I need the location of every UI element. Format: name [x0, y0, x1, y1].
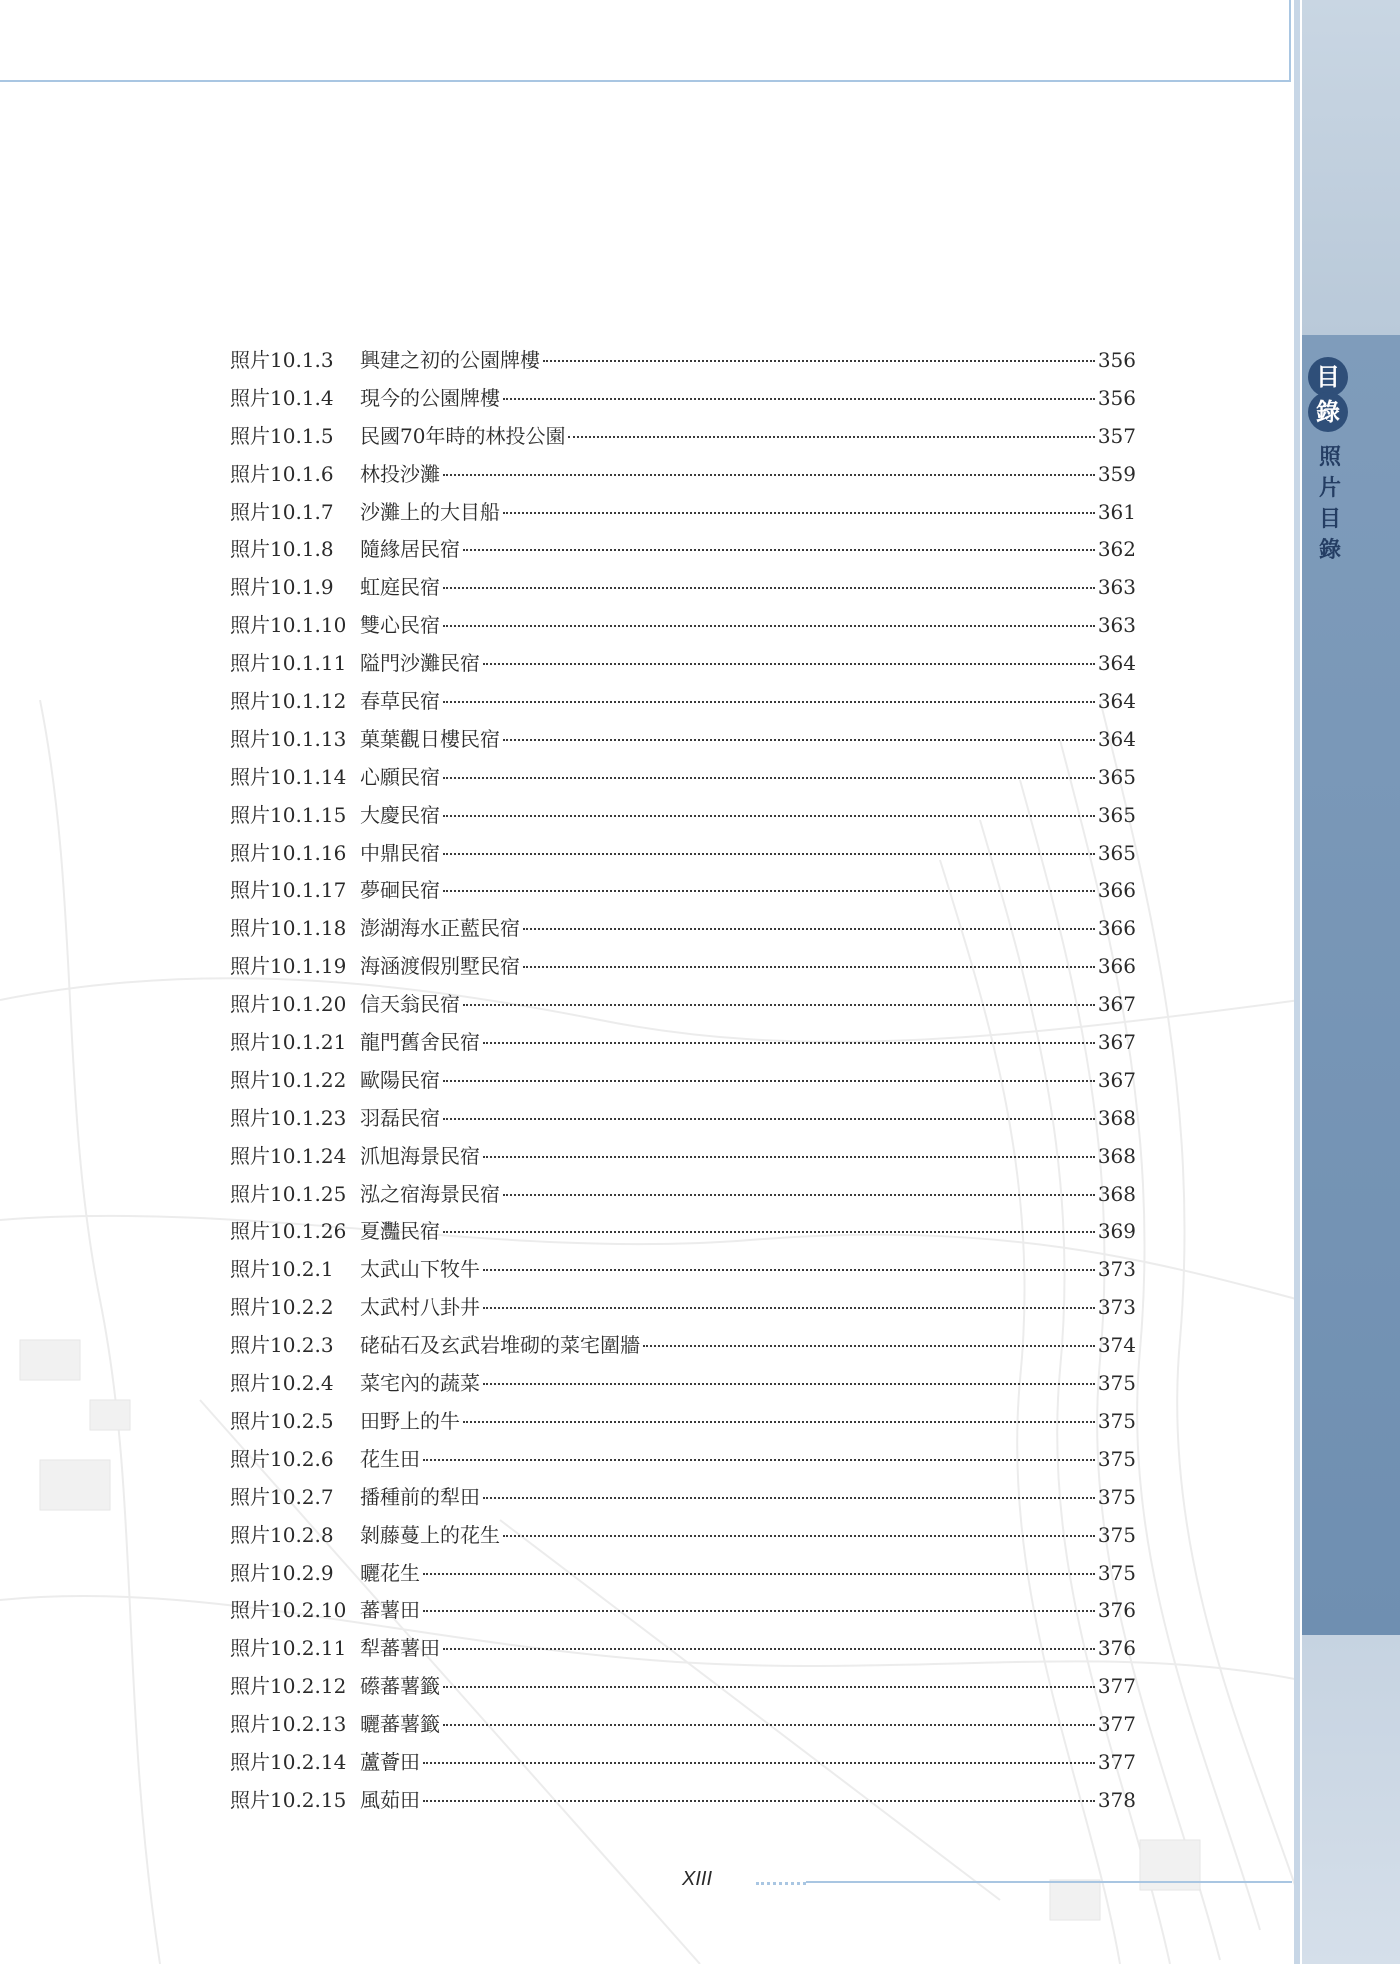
toc-entry-number: 照片10.2.13 [230, 1712, 347, 1737]
toc-leader-dots [523, 928, 1095, 930]
toc-entry-page: 365 [1097, 840, 1136, 865]
toc-entry-title: 田野上的牛 [360, 1408, 460, 1433]
toc-entry-page: 375 [1097, 1446, 1136, 1471]
header-corner-rule [1289, 0, 1291, 82]
toc-entry [230, 1291, 1136, 1329]
toc-entry-title: 蕃薯田 [360, 1598, 420, 1623]
toc-entry-title: 剝藤蔓上的花生 [360, 1522, 500, 1547]
toc-entry-page: 368 [1097, 1143, 1136, 1168]
toc-entry-number: 照片10.2.6 [230, 1446, 334, 1471]
toc-leader-dots [643, 1345, 1095, 1347]
toc-leader-dots [483, 1042, 1095, 1044]
toc-entry-page: 364 [1097, 689, 1136, 714]
toc-entry-page: 367 [1097, 992, 1136, 1017]
toc-entry-page: 356 [1097, 385, 1136, 410]
toc-entry-number: 照片10.2.11 [230, 1636, 347, 1661]
toc-leader-dots [543, 360, 1095, 362]
toc-entry [230, 723, 1136, 761]
toc-entry-title: 大慶民宿 [360, 802, 440, 827]
toc-entry-number: 照片10.2.2 [230, 1295, 334, 1320]
toc-entry [230, 1405, 1136, 1443]
toc-entry-number: 照片10.1.3 [230, 348, 334, 372]
toc-entry-number: 照片10.2.1 [230, 1257, 334, 1282]
toc-leader-dots [568, 436, 1094, 438]
toc-entry-page: 361 [1097, 499, 1136, 524]
toc-leader-dots [443, 890, 1095, 892]
toc-entry-page: 374 [1097, 1333, 1136, 1358]
photo-index-list [230, 344, 1136, 1822]
toc-entry [230, 1481, 1136, 1519]
toc-entry-page: 375 [1097, 1522, 1136, 1547]
toc-entry-title: 雙心民宿 [360, 613, 440, 638]
toc-entry-page: 362 [1097, 537, 1136, 562]
toc-entry-number: 照片10.1.5 [230, 423, 334, 448]
toc-entry-title: 沙灘上的大目船 [360, 499, 500, 524]
toc-entry-page: 375 [1097, 1408, 1136, 1433]
toc-entry-page: 368 [1097, 1105, 1136, 1130]
toc-entry-number: 照片10.1.20 [230, 992, 347, 1017]
side-panel-edge [1294, 0, 1300, 1964]
toc-entry-page: 363 [1097, 575, 1136, 600]
toc-entry-title: 虹庭民宿 [360, 575, 440, 600]
toc-leader-dots [483, 1497, 1095, 1499]
toc-entry-title: 林投沙灘 [360, 461, 440, 486]
toc-entry-number: 照片10.1.16 [230, 840, 347, 865]
toc-entry-number: 照片10.2.8 [230, 1522, 334, 1547]
side-tab-char: 片 [1318, 476, 1341, 501]
toc-leader-dots [503, 739, 1095, 741]
toc-entry-page: 373 [1097, 1295, 1136, 1320]
toc-entry-title: 菜宅內的蔬菜 [360, 1371, 480, 1396]
toc-entry-title: 歐陽民宿 [360, 1067, 440, 1092]
toc-entry-title: 海涵渡假別墅民宿 [360, 954, 520, 979]
toc-entry-page: 376 [1097, 1636, 1136, 1661]
toc-entry-title: 中鼎民宿 [360, 840, 440, 865]
side-tab-char: 錄 [1318, 538, 1341, 563]
toc-entry [230, 988, 1136, 1026]
side-tab-char: 目 [1318, 507, 1341, 532]
toc-entry-page: 375 [1097, 1371, 1136, 1396]
toc-entry-page: 366 [1097, 878, 1136, 903]
toc-leader-dots [443, 1080, 1095, 1082]
toc-entry-page: 364 [1097, 651, 1136, 676]
toc-leader-dots [483, 1156, 1095, 1158]
toc-leader-dots [463, 549, 1095, 551]
toc-entry-number: 照片10.1.15 [230, 802, 347, 827]
toc-leader-dots [483, 663, 1095, 665]
toc-entry [230, 344, 1136, 382]
toc-entry-title: 春草民宿 [360, 689, 440, 714]
toc-entry-page: 366 [1097, 954, 1136, 979]
toc-entry-number: 照片10.1.26 [230, 1219, 347, 1244]
side-tab-vertical-title [1316, 442, 1344, 566]
toc-leader-dots [443, 1118, 1095, 1120]
toc-entry-page: 375 [1097, 1484, 1136, 1509]
toc-entry [230, 458, 1136, 496]
toc-entry-title: 羽磊民宿 [360, 1105, 440, 1130]
toc-entry [230, 382, 1136, 420]
toc-entry-number: 照片10.1.21 [230, 1030, 347, 1055]
toc-entry-number: 照片10.1.9 [230, 575, 334, 600]
toc-leader-dots [463, 1004, 1095, 1006]
toc-entry-title: 花生田 [360, 1446, 420, 1471]
toc-entry [230, 950, 1136, 988]
toc-entry-page: 364 [1097, 726, 1136, 751]
toc-leader-dots [423, 1459, 1095, 1461]
toc-entry-title: 沠旭海景民宿 [360, 1143, 480, 1168]
toc-leader-dots [423, 1762, 1095, 1764]
toc-entry-title: 礤蕃薯籤 [360, 1674, 440, 1699]
side-tab-panel [1302, 0, 1400, 1964]
toc-entry-title: 夢硘民宿 [360, 878, 440, 903]
toc-entry [230, 837, 1136, 875]
toc-leader-dots [443, 701, 1095, 703]
toc-entry-number: 照片10.2.7 [230, 1484, 334, 1509]
toc-entry-number: 照片10.1.10 [230, 613, 347, 638]
footer-dotted-rule [756, 1880, 806, 1885]
toc-entry-title: 曬蕃薯籤 [360, 1712, 440, 1737]
toc-entry-page: 366 [1097, 916, 1136, 941]
toc-entry-title: 澎湖海水正藍民宿 [360, 916, 520, 941]
toc-entry-page: 367 [1097, 1067, 1136, 1092]
footer-rule [806, 1881, 1292, 1883]
toc-entry-number: 照片10.2.4 [230, 1371, 334, 1396]
toc-entry [230, 571, 1136, 609]
toc-leader-dots [443, 1231, 1095, 1233]
toc-entry-page: 375 [1097, 1560, 1136, 1585]
toc-entry-title: 菓葉觀日樓民宿 [360, 726, 500, 751]
toc-leader-dots [483, 1307, 1095, 1309]
toc-entry-title: 民國70年時的林投公園 [360, 423, 566, 448]
toc-leader-dots [523, 966, 1095, 968]
toc-entry-title: 太武村八卦井 [360, 1295, 480, 1320]
toc-leader-dots [503, 1194, 1095, 1196]
toc-entry-page: 363 [1097, 613, 1136, 638]
toc-entry-title: 太武山下牧牛 [360, 1257, 480, 1282]
toc-entry-title: 龍門舊舍民宿 [360, 1030, 480, 1055]
header-rule [0, 80, 1290, 82]
toc-leader-dots [443, 1686, 1095, 1688]
toc-entry-number: 照片10.2.10 [230, 1598, 347, 1623]
toc-entry-number: 照片10.1.7 [230, 499, 334, 524]
toc-entry-title: 犁蕃薯田 [360, 1636, 440, 1661]
toc-entry [230, 1178, 1136, 1216]
toc-leader-dots [443, 1648, 1095, 1650]
toc-entry-title: 曬花生 [360, 1560, 420, 1585]
toc-entry-page: 359 [1097, 461, 1136, 486]
side-band-top [1302, 0, 1400, 335]
toc-entry-title: 隨緣居民宿 [360, 537, 460, 562]
toc-entry-page: 376 [1097, 1598, 1136, 1623]
toc-leader-dots [503, 512, 1095, 514]
toc-leader-dots [443, 853, 1095, 855]
toc-entry-number: 照片10.2.5 [230, 1408, 334, 1433]
toc-entry-number: 照片10.1.23 [230, 1105, 347, 1130]
toc-leader-dots [443, 625, 1095, 627]
toc-entry-title: 隘門沙灘民宿 [360, 651, 480, 676]
toc-entry-number: 照片10.2.15 [230, 1787, 347, 1812]
toc-leader-dots [443, 777, 1095, 779]
toc-entry-number: 照片10.1.4 [230, 385, 334, 410]
toc-entry-number: 照片10.2.3 [230, 1333, 334, 1358]
toc-entry [230, 874, 1136, 912]
toc-entry [230, 685, 1136, 723]
toc-leader-dots [423, 1610, 1095, 1612]
toc-entry-number: 照片10.1.13 [230, 726, 347, 751]
page-number: XIII [682, 1868, 713, 1890]
toc-entry-title: 信天翁民宿 [360, 992, 460, 1017]
toc-entry-page: 357 [1097, 423, 1136, 448]
toc-entry-page: 365 [1097, 802, 1136, 827]
toc-entry-page: 356 [1097, 348, 1136, 372]
toc-entry-number: 照片10.1.18 [230, 916, 347, 941]
toc-entry [230, 647, 1136, 685]
toc-leader-dots [423, 1800, 1095, 1802]
toc-leader-dots [443, 587, 1095, 589]
toc-entry-number: 照片10.1.8 [230, 537, 334, 562]
toc-entry-number: 照片10.1.12 [230, 689, 347, 714]
toc-entry [230, 1746, 1136, 1784]
toc-entry-number: 照片10.1.14 [230, 764, 347, 789]
toc-entry [230, 1367, 1136, 1405]
toc-entry [230, 1215, 1136, 1253]
toc-entry [230, 1557, 1136, 1595]
toc-entry-title: 興建之初的公園牌樓 [360, 348, 540, 372]
toc-entry-title: 風茹田 [360, 1787, 420, 1812]
toc-entry-page: 377 [1097, 1712, 1136, 1737]
side-tab-char: 照 [1318, 445, 1341, 470]
toc-entry-number: 照片10.1.17 [230, 878, 347, 903]
section-badge-char-1: 目 [1308, 357, 1348, 397]
toc-entry [230, 912, 1136, 950]
toc-entry-page: 377 [1097, 1674, 1136, 1699]
toc-entry [230, 1253, 1136, 1291]
toc-entry [230, 1064, 1136, 1102]
toc-entry-number: 照片10.1.22 [230, 1067, 347, 1092]
toc-entry-number: 照片10.1.24 [230, 1143, 347, 1168]
toc-leader-dots [503, 1535, 1095, 1537]
toc-leader-dots [443, 474, 1095, 476]
toc-entry-page: 368 [1097, 1181, 1136, 1206]
toc-entry [230, 420, 1136, 458]
toc-entry-page: 365 [1097, 764, 1136, 789]
toc-entry [230, 1519, 1136, 1557]
toc-entry-title: 泓之宿海景民宿 [360, 1181, 500, 1206]
toc-entry-page: 367 [1097, 1030, 1136, 1055]
toc-entry-title: 硓砧石及玄武岩堆砌的菜宅圍牆 [360, 1333, 640, 1358]
toc-entry [230, 1140, 1136, 1178]
toc-entry-number: 照片10.2.14 [230, 1749, 347, 1774]
toc-entry-number: 照片10.2.12 [230, 1674, 347, 1699]
toc-entry-number: 照片10.1.25 [230, 1181, 347, 1206]
toc-entry-title: 心願民宿 [360, 764, 440, 789]
toc-entry [230, 533, 1136, 571]
toc-entry [230, 1329, 1136, 1367]
toc-entry-title: 播種前的犁田 [360, 1484, 480, 1509]
toc-entry [230, 1026, 1136, 1064]
toc-leader-dots [443, 1724, 1095, 1726]
toc-leader-dots [463, 1421, 1095, 1423]
toc-leader-dots [423, 1573, 1095, 1575]
toc-entry-number: 照片10.2.9 [230, 1560, 334, 1585]
toc-entry [230, 761, 1136, 799]
toc-leader-dots [483, 1269, 1095, 1271]
toc-entry [230, 1102, 1136, 1140]
toc-entry [230, 496, 1136, 534]
toc-entry [230, 1670, 1136, 1708]
toc-leader-dots [443, 815, 1095, 817]
toc-entry-number: 照片10.1.19 [230, 954, 347, 979]
toc-entry-page: 373 [1097, 1257, 1136, 1282]
toc-entry-page: 378 [1097, 1787, 1136, 1812]
toc-entry [230, 1784, 1136, 1822]
toc-entry [230, 609, 1136, 647]
toc-entry [230, 1708, 1136, 1746]
toc-entry-number: 照片10.1.11 [230, 651, 347, 676]
toc-entry-title: 蘆薈田 [360, 1749, 420, 1774]
toc-entry [230, 1443, 1136, 1481]
toc-leader-dots [483, 1383, 1095, 1385]
toc-entry [230, 799, 1136, 837]
toc-entry-title: 夏灩民宿 [360, 1219, 440, 1244]
toc-leader-dots [503, 398, 1095, 400]
toc-entry [230, 1594, 1136, 1632]
side-band-bottom [1302, 1635, 1400, 1964]
toc-entry-page: 369 [1097, 1219, 1136, 1244]
toc-entry [230, 1632, 1136, 1670]
toc-entry-page: 377 [1097, 1749, 1136, 1774]
section-badge-char-2: 錄 [1308, 392, 1348, 432]
toc-entry-number: 照片10.1.6 [230, 461, 334, 486]
toc-entry-title: 現今的公園牌樓 [360, 385, 500, 410]
